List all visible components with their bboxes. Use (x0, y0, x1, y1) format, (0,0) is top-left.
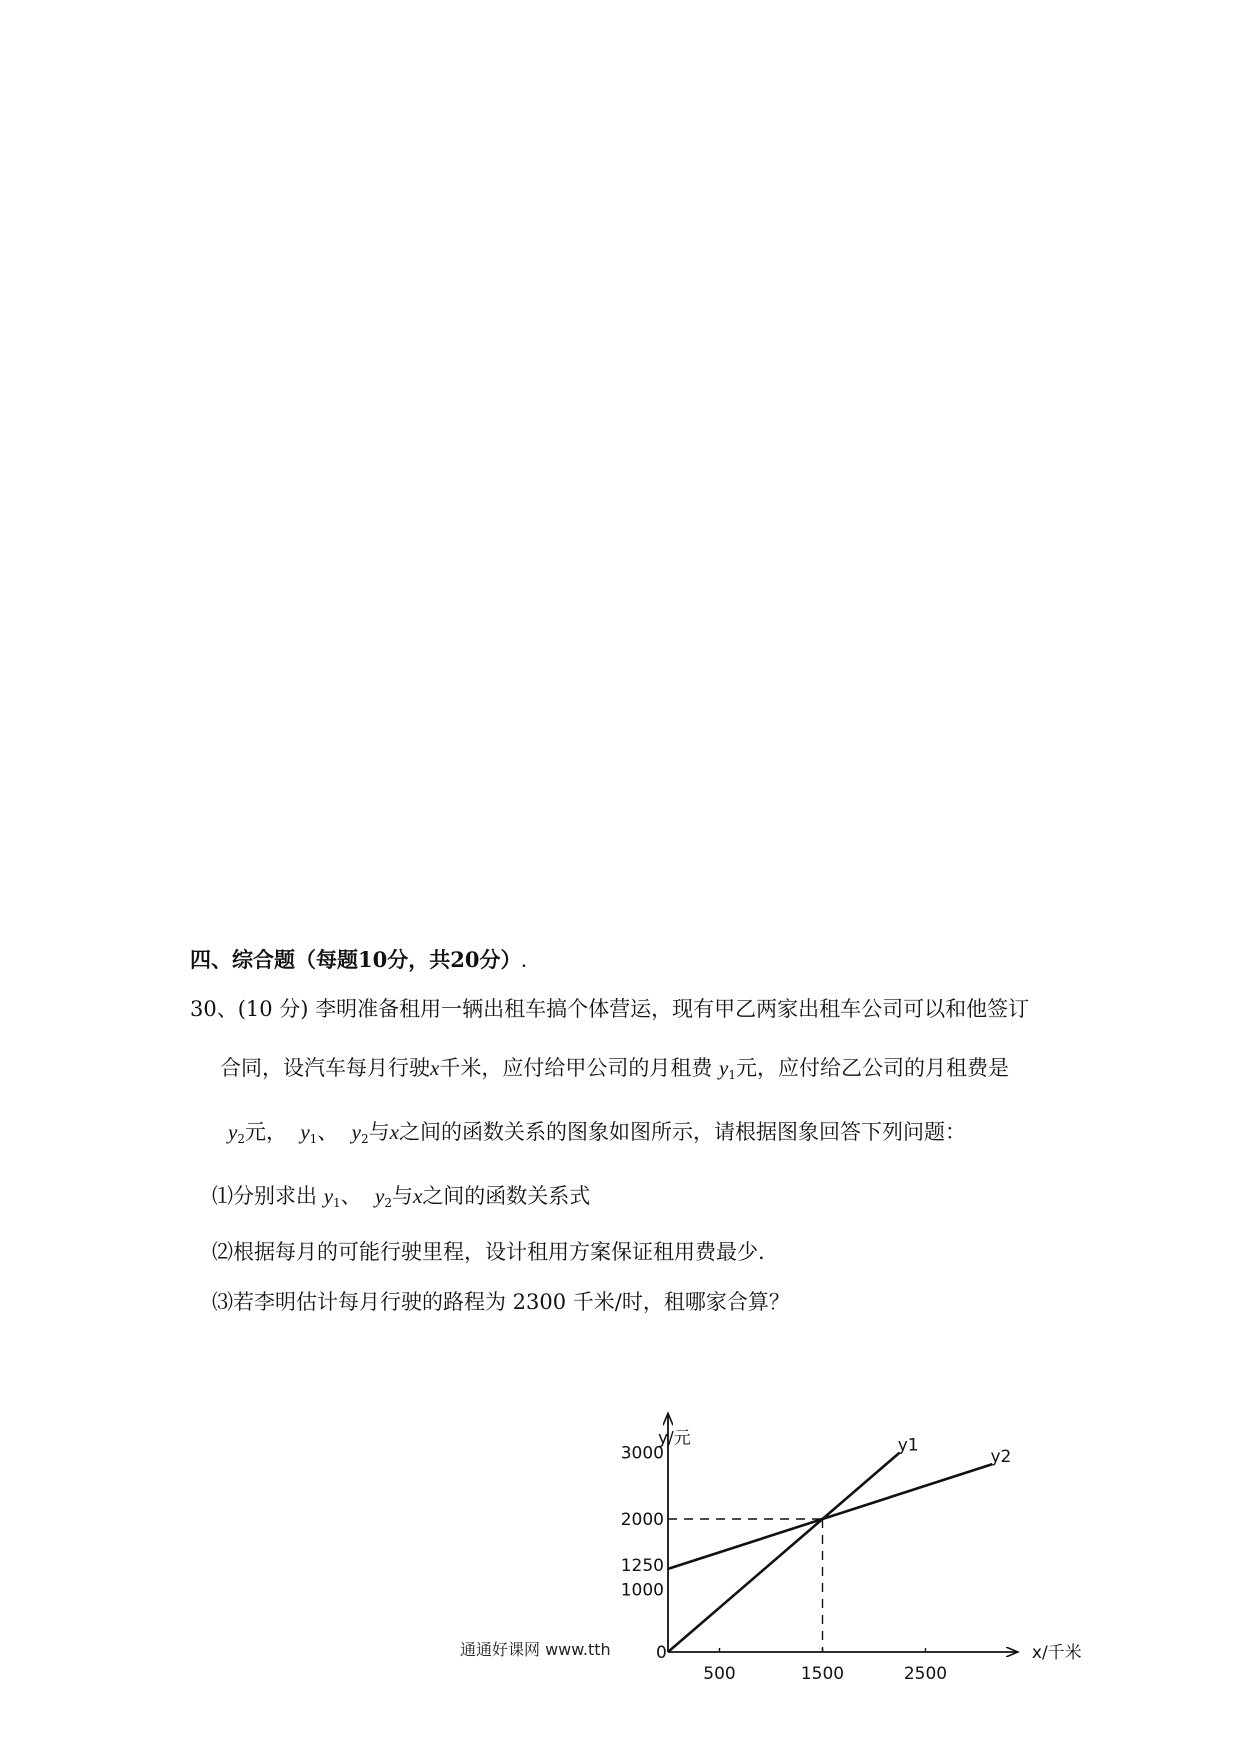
series-label-y2: y2 (990, 1447, 1012, 1468)
var-y2: y (351, 1120, 361, 1144)
x-tick-label: 0 (656, 1643, 667, 1663)
y-axis-label: y/元 (658, 1428, 691, 1449)
problem-line-2 (220, 1054, 1009, 1089)
y-tick-label: 3000 (620, 1443, 664, 1464)
section-heading-text: 四、综合题（每题10分，共20分） (190, 947, 522, 972)
problem-line-3 (228, 1118, 966, 1153)
problem-line-1: 30、(10 分) 李明准备租用一辆出租车搞个体营运，现有甲乙两家出租车公司可以和他签订 (190, 997, 1030, 1021)
var-y2: y (375, 1184, 385, 1208)
y-tick-label: 1250 (620, 1555, 664, 1576)
var-y1-subscript: 1 (333, 1196, 341, 1210)
series-line-y2 (668, 1464, 992, 1569)
x-tick-label: 500 (703, 1664, 736, 1684)
problem-line-2-c: 元，应付给乙公司的月租费是 (735, 1056, 1009, 1080)
question-1-b: 、 (340, 1184, 362, 1208)
var-y1: y (323, 1184, 334, 1208)
var-y1-subscript: 1 (309, 1132, 318, 1146)
x-tick-label: 2500 (903, 1664, 948, 1684)
var-y1: y (300, 1120, 310, 1144)
problem-line-2-b: 千米，应付给甲公司的月租费 (439, 1056, 713, 1080)
series-label-y1: y1 (897, 1435, 919, 1456)
var-x: x (389, 1120, 399, 1144)
section-heading (190, 946, 526, 977)
section-heading-dot: . (521, 955, 527, 971)
x-axis-label: x/千米 (1031, 1643, 1082, 1663)
problem-line-3-a: 元， (244, 1120, 287, 1144)
x-tick-label: 1500 (800, 1664, 845, 1684)
watermark-text: 通通好课网 www.tth (460, 1640, 611, 1659)
var-x: x (430, 1056, 440, 1080)
question-1 (212, 1182, 590, 1217)
question-2: ⑵根据每月的可能行驶里程，设计租用方案保证租用费最少. (212, 1240, 765, 1264)
question-1-c: 与 (391, 1184, 413, 1208)
question-1-d: 之间的函数关系式 (422, 1184, 591, 1208)
series-line-y1 (668, 1453, 900, 1653)
problem-line-2-a: 合同，设汽车每月行驶 (220, 1056, 430, 1080)
var-y2-subscript: 2 (237, 1132, 245, 1146)
question-1-a: ⑴分别求出 (212, 1184, 317, 1208)
var-y1: y (719, 1056, 729, 1080)
y-tick-label: 2000 (620, 1510, 664, 1530)
var-y1-subscript: 1 (728, 1068, 736, 1082)
y-tick-label: 1000 (620, 1580, 664, 1601)
var-y2-subscript: 2 (384, 1196, 392, 1210)
var-x: x (412, 1184, 423, 1208)
function-graph (620, 1385, 1082, 1685)
problem-line-3-d: 之间的函数关系的图象如图所示，请根据图象回答下列问题： (398, 1120, 966, 1144)
problem-line-3-b: 、 (317, 1120, 339, 1144)
problem-line-3-c: 与 (368, 1120, 390, 1144)
question-3: ⑶若李明估计每月行驶的路程为 2300 千米/时，租哪家合算？ (212, 1290, 790, 1314)
var-y2: y (228, 1120, 238, 1144)
var-y2-subscript: 2 (360, 1132, 369, 1146)
